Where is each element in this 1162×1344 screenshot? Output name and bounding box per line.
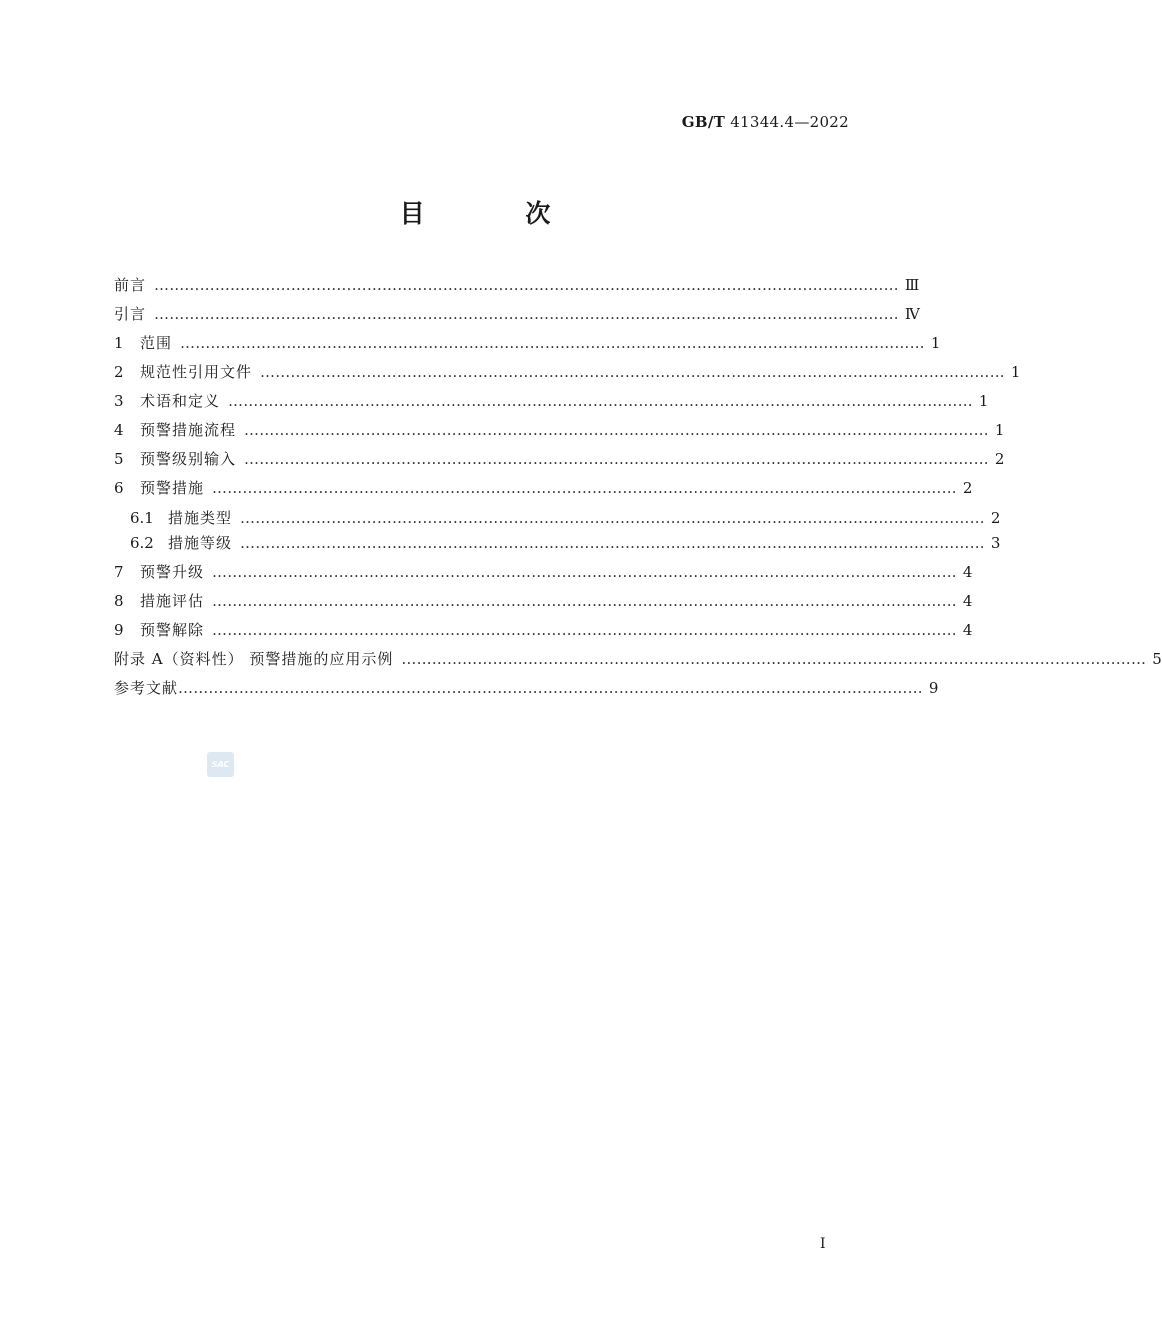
toc-leader-dots: ………………………………………………………………………………………………………………………………… (260, 363, 1005, 381)
toc-entry-number: 2 (114, 363, 124, 381)
toc-entry-label: 预警解除 (140, 621, 205, 639)
toc-leader-dots: ………………………………………………………………………………………………………………………………… (178, 679, 923, 697)
toc-entry-page: 9 (928, 679, 939, 697)
page-number: I (820, 1236, 826, 1252)
toc-entry-page: 4 (962, 563, 973, 581)
toc-entry-number: 4 (114, 421, 124, 439)
toc-entry-page: 1 (994, 421, 1005, 439)
toc-entry-5[interactable] (114, 448, 1005, 470)
toc-entry-number: 6.2 (130, 534, 154, 552)
toc-entry-number: 6.1 (130, 509, 154, 527)
toc-entry-page: 3 (990, 534, 1001, 552)
toc-entry-number: 1 (114, 334, 124, 352)
toc-entry-page: 2 (962, 479, 973, 497)
standard-prefix: GB/T (681, 113, 726, 131)
toc-entry-number: 7 (114, 563, 124, 581)
toc-title: 目 次 (399, 199, 597, 228)
toc-entry-page: 4 (962, 592, 973, 610)
toc-entry-appendix-a[interactable] (114, 648, 1162, 670)
toc-entry-label: 预警措施流程 (140, 421, 237, 439)
toc-entry-page: 1 (978, 392, 989, 410)
toc-leader-dots: ………………………………………………………………………………………………………………………………… (212, 621, 957, 639)
toc-entry-page: Ⅲ (904, 276, 920, 294)
toc-entry-page: 4 (962, 621, 973, 639)
toc-entry-page: 1 (1010, 363, 1021, 381)
toc-entry-label: 术语和定义 (140, 392, 221, 410)
toc-entry-label: 前言 (114, 276, 147, 294)
toc-entry-label: 预警升级 (140, 563, 205, 581)
toc-entry-page: 2 (994, 450, 1005, 468)
standard-code (682, 113, 849, 131)
toc-entry-label: 引言 (114, 305, 147, 323)
toc-entry-9[interactable] (114, 619, 973, 641)
toc-entry-2[interactable] (114, 361, 1021, 383)
toc-entry-6-2[interactable] (130, 532, 1001, 554)
toc-entry-label: 措施评估 (140, 592, 205, 610)
toc-leader-dots: ………………………………………………………………………………………………………………………………… (240, 534, 985, 552)
standard-number: 41344.4—2022 (730, 113, 849, 131)
toc-entry-label: 措施类型 (168, 509, 233, 527)
toc-entry-page: 2 (990, 509, 1001, 527)
sac-logo: SAC (207, 752, 234, 777)
toc-entry-label: 范围 (140, 334, 173, 352)
toc-entry-label: 预警级别输入 (140, 450, 237, 468)
toc-entry-page: Ⅳ (904, 305, 920, 323)
toc-entry-8[interactable] (114, 590, 973, 612)
toc-entry-page: 1 (930, 334, 941, 352)
toc-leader-dots: ………………………………………………………………………………………………………………………………… (240, 509, 985, 527)
toc-entry-number: 5 (114, 450, 124, 468)
toc-leader-dots: ………………………………………………………………………………………………………………………………… (212, 479, 957, 497)
toc-entry-foreword[interactable] (114, 274, 920, 296)
toc-entry-7[interactable] (114, 561, 973, 583)
toc-leader-dots: ………………………………………………………………………………………………………………………………… (228, 392, 973, 410)
toc-entry-references[interactable] (114, 677, 939, 699)
toc-entry-6-1[interactable] (130, 507, 1001, 529)
toc-entry-label: 规范性引用文件 (140, 363, 253, 381)
toc-entry-introduction[interactable] (114, 303, 920, 325)
toc-entry-number: 9 (114, 621, 124, 639)
toc-entry-3[interactable] (114, 390, 989, 412)
toc-leader-dots: ………………………………………………………………………………………………………………………………… (154, 276, 899, 294)
toc-entry-1[interactable] (114, 332, 941, 354)
toc-entry-page: 5 (1152, 650, 1162, 668)
toc-entry-number: 8 (114, 592, 124, 610)
toc-entry-4[interactable] (114, 419, 1005, 441)
toc-leader-dots: ………………………………………………………………………………………………………………………………… (244, 450, 989, 468)
toc-entry-number: 3 (114, 392, 124, 410)
toc-leader-dots: ………………………………………………………………………………………………………………………………… (212, 592, 957, 610)
toc-leader-dots: ………………………………………………………………………………………………………………………………… (180, 334, 925, 352)
toc-entry-6[interactable] (114, 477, 973, 499)
toc-entry-label: 措施等级 (168, 534, 233, 552)
toc-entry-number: 6 (114, 479, 124, 497)
toc-leader-dots: ………………………………………………………………………………………………………………………………… (401, 650, 1147, 668)
toc-leader-dots: ………………………………………………………………………………………………………………………………… (212, 563, 957, 581)
toc-entry-label: 参考文献 (114, 679, 179, 697)
toc-entry-label: 附录 A（资料性） 预警措施的应用示例 (114, 650, 394, 668)
toc-leader-dots: ………………………………………………………………………………………………………………………………… (154, 305, 899, 323)
toc-entry-label: 预警措施 (140, 479, 205, 497)
toc-leader-dots: ………………………………………………………………………………………………………………………………… (244, 421, 989, 439)
